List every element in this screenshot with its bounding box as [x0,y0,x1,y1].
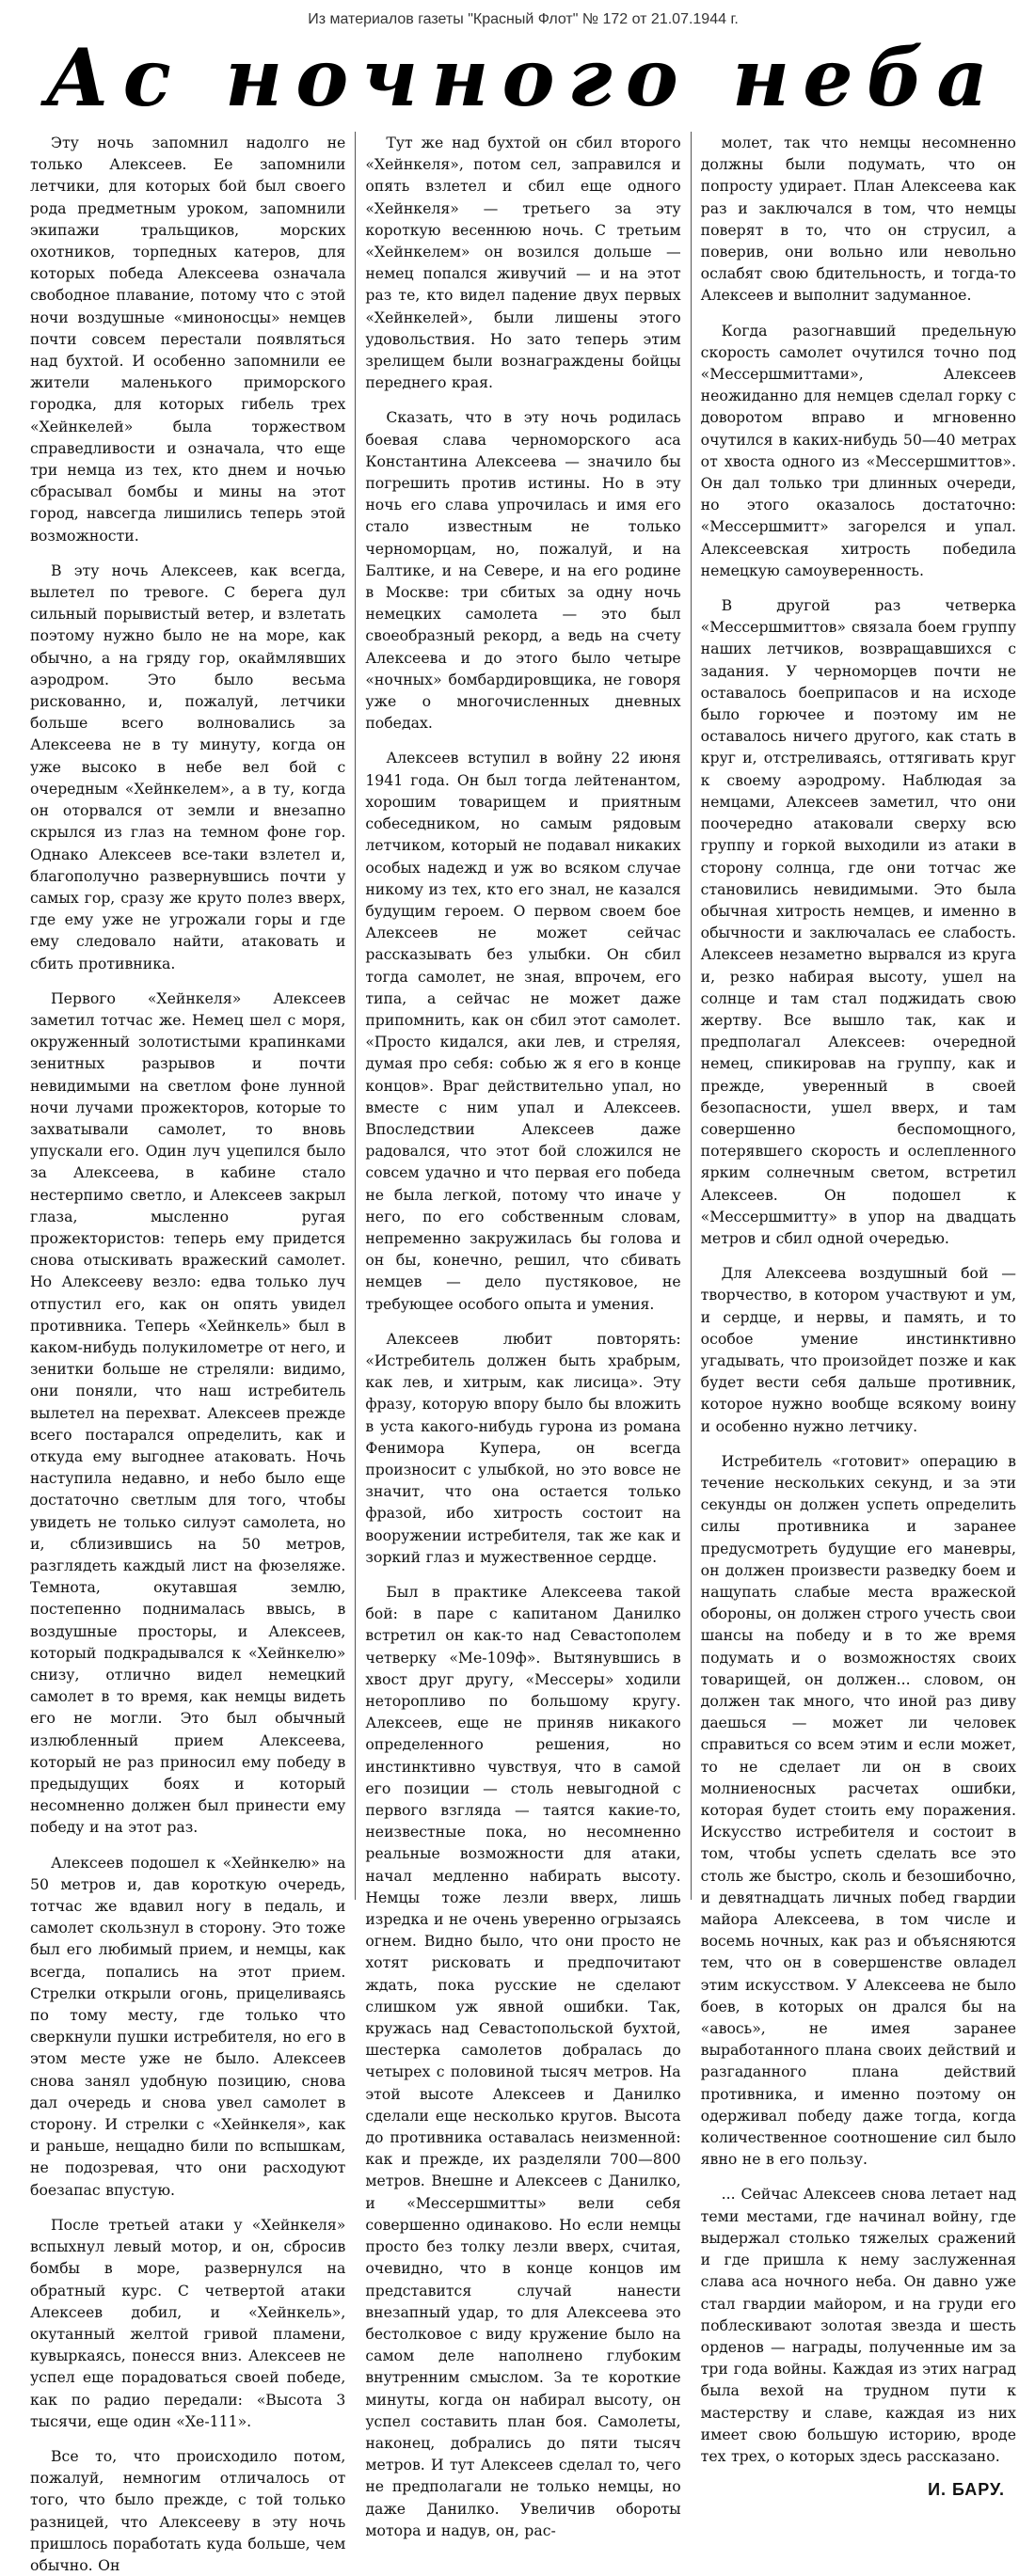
column-1-paragraph: В эту ночь Алексеев, как всегда, вылетел по тревоге. С берега дул сильный порывистый ветер, и взлетать поэтому нужно было не на море, как обычно, а на гряду гор, окаймлявших аэродром. Это было весьма рискованно, и, пожалуй, летчики больше всего волновались за Алексеева не в ту минуту, когда он уже высоко в небе вел бой с очередным «Хейнкелем», а в ту, когда он оторвался от земли и внезапно скрылся из глаз на темном фоне гор. Однако Алексеев все-таки взлетел и, благополучно развернувшись почти у самых гор, сразу же круто полез вверх, где ему уже не угрожали горы и где ему следовало найти, атаковать и сбить противника. [30,561,346,972]
column-1-paragraph: Алексеев подошел к «Хейнкелю» на 50 метров и, дав короткую очередь, тотчас же вдавил ногу в педаль, и самолет скользнул в сторону. Это тоже был его любимый прием, и немцы, как всегда, попались на этот прием. Стрелки открыли огонь, прицеливаясь по тому месту, где только что сверкнули пушки истребителя, но его в этом месте уже не было. Алексеев снова занял удобную позицию, снова дал очередь и снова увел самолет в сторону. И стрелки с «Хейнкеля», как и раньше, нещадно били по вспышкам, не подозревая, что они расходуют боезапас впустую. [30,1853,346,2199]
source-caption: Из материалов газеты "Красный Флот" № 172 от 21.07.1944 г. [308,11,739,27]
article-headline: Ас ночного неба [45,31,1001,124]
column-2-paragraph: Тут же над бухтой он сбил второго «Хейнкеля», потом сел, заправился и опять взлетел и сбил еще одного «Хейнкеля» — третьего за эту короткую весеннюю ночь. С третьим «Хейнкелем» он возился дольше — немец попался живучий — и на этот раз те, кто видел падение двух первых «Хейнкелей», были лишены этого удовольствия. Но зато теперь этим зрелищем были вознаграждены бойцы переднего края. [365,134,681,392]
column-3-paragraph: молет, так что немцы несомненно должны были подумать, что он попросту удирает. План Алексеева как раз и заключался в том, что немцы поверят в то, что он струсил, а поверив, они вольно или невольно ослабят свою бдительность, и тогда-то Алексеев и выполнит задуманное. [700,134,1016,305]
column-3-paragraph: Истребитель «готовит» операцию в течение нескольких секунд, и за эти секунды он должен успеть определить силы противника и заранее предусмотреть будущие его маневры, он должен произвести разведку боем и нащупать слабые места вражеской обороны, он должен строго учесть свои шансы на победу и в то же время подумать и о возможностях своих товарищей, он должен... словом, он должен так много, что иной раз диву даешься — может ли человек справиться со всем этим и если может, то не сделает ли он в своих молниеносных расчетах ошибки, которая будет стоить ему поражения. Искусство истребителя и состоит в том, чтобы успеть сделать все это столь же быстро, сколь и безошибочно, и девятнадцать личных побед гвардии майора Алексеева, в том числе и восемь ночных, как раз и объясняются тем, что он в совершенстве овладел этим искусством. У Алексеева не было боев, в которых он дрался бы на «авось», не имея заранее выработанного плана своих действий и разгаданного плана действий противника, и именно поэтому он одерживал победу даже тогда, когда количественное соотношение сил было явно не в его пользу. [700,1451,1016,2169]
article-columns [21,132,1026,2574]
column-2-paragraph: Алексеев любит повторять: «Истребитель должен быть храбрым, как лев, и хитрым, как лисица». Эту фразу, которую впору было бы вложить в уста какого-нибудь гурона из романа Фенимора Купера, он всегда произносит с улыбкой, но это вовсе не значит, что она остается только фразой, ибо хитрость состоит на вооружении истребителя, так же как и зоркий глаз и мужественное сердце. [365,1329,681,1566]
column-3-paragraph: Когда разогнавший предельную скорость самолет очутился точно под «Мессершмиттами», Алексеев неожиданно для немцев сделал горку с доворотом вправо и мгновенно очутился в каких-нибудь 50—40 метрах от хвоста одного из «Мессершмиттов». Он дал только три длинных очереди, но этого оказалось достаточно: «Мессершмитт» загорелся и упал. Алексеевская хитрость победила немецкую самоуверенность. [700,321,1016,579]
column-1 [21,132,355,2574]
column-2-paragraph: Был в практике Алексеева такой бой: в паре с капитаном Данилко встретил он как-то над Севастополем четверку «Ме-109ф». Вытянувшись в хвост друг другу, «Мессеры» ходили неторопливо по большому кругу. Алексеев, еще не приняв никакого определенного решения, но инстинктивно чувствуя, что в самой его позиции — столь невыгодной с первого взгляда — таятся какие-то, неизвестные пока, но несомненно реальные возможности для атаки, начал медленно набирать высоту. Немцы тоже лезли вверх, лишь изредка и не очень уверенно огрызаясь огнем. Видно было, что они просто не хотят рисковать и предпочитают ждать, пока русские не сделают слишком уж явной ошибки. Так, кружась над Севастопольской бухтой, шестерка самолетов добралась до четырех с половиной тысяч метров. На этой высоте Алексеев и Данилко сделали еще несколько кругов. Высота до противника оставалась неизменной: как и прежде, их разделяли 700—800 метров. Внешне и Алексеев с Данилко, и «Мессершмитты» вели себя совершенно одинаково. Но если немцы просто без толку лезли вверх, считая, очевидно, что в конце концов им представится случай нанести внезапный удар, то для Алексеева это бестолковое с виду кружение было на самом деле наполнено глубоким внутренним смыслом. За те короткие минуты, когда он набирал высоту, он успел составить план боя. Самолеты, наконец, добрались до пяти тысяч метров. И тут Алексеев сделал то, чего не предполагали не только немцы, но даже Данилко. Увеличив обороты мотора и надув, он, рас- [365,1583,681,2539]
column-3-paragraph: В другой раз четверка «Мессершмиттов» связала боем группу наших летчиков, возвращавшихся с задания. У черноморцев почти не оставалось боеприпасов и на исходе было горючее и поэтому им не оставалось ничего другого, как стать в круг и, отстреливаясь, оттягивать круг к своему аэродрому. Наблюдая за немцами, Алексеев заметил, что они поочередно атаковали сверху всю группу и горкой выходили из атаки в сторону солнца, где они тотчас же становились невидимыми. Это была обычная хитрость немцев, и именно в обычности и заключалась ее слабость. Алексеев незаметно вырвался из круга и, резко набирая высоту, ушел на солнце и там стал поджидать свою жертву. Все вышло так, как и предполагал Алексеев: очередной немец, спикировав на группу, как и прежде, уверенный в своей безопасности, ушел вверх, и там совершенно беспомощного, потерявшего скорость и ослепленного ярким солнечным светом, встретил Алексеев. Он подошел к «Мессершмитту» в упор на двадцать метров и сбил одной очередью. [700,596,1016,1247]
column-1-paragraph: Первого «Хейнкеля» Алексеев заметил тотчас же. Немец шел с моря, окруженный золотистыми крапинками зенитных разрывов и почти невидимыми на светлом фоне лунной ночи лучами прожекторов, которые то захватывали самолет, то вновь упускали его. Один луч уцепился было за Алексеева, в кабине стало нестерпимо светло, и Алексеев закрыл глаза, мысленно ругая прожектористов: теперь ему придется снова отыскивать вражеский самолет. Но Алексееву везло: едва только луч отпустил его, как он опять увидел противника. Теперь «Хейнкель» был в каком-нибудь полукилометре от него, и зенитки больше не стреляли: видимо, они поняли, что наш истребитель вылетел на перехват. Алексеев прежде всего постарался определить, как и откуда ему выгоднее атаковать. Ночь наступила недавно, и небо было еще достаточно светлым для того, чтобы увидеть не только силуэт самолета, но и, сблизившись на 50 метров, разглядеть каждый лист на фюзеляже. Темнота, окутавшая землю, постепенно поднималась ввысь, в воздушные просторы, и Алексеев, который подкрадывался к «Хейнкелю» снизу, отлично видел немецкий самолет в то время, как немцы видеть его не могли. Это был обычный излюбленный прием Алексеева, который не раз приносил ему победу в предыдущих боях и который несомненно должен был принести ему победу и на этот раз. [30,988,346,1837]
column-3 [691,132,1026,2500]
column-1-paragraph: Все то, что происходило потом, пожалуй, немногим отличалось от того, что было прежде, с той только разницей, что Алексееву в эту ночь пришлось поработать куда больше, чем обычно. Он [30,2446,346,2574]
column-2-paragraph: Алексеев вступил в войну 22 июня 1941 года. Он был тогда лейтенантом, хорошим товарищем и приятным собеседником, но самым рядовым летчиком, который не подавал никаких особых надежд и уж во всяком случае никому из тех, кто его знал, не казался будущим героем. О первом своем бое Алексеев не может сейчас рассказывать без улыбки. Он сбил тогда самолет, не зная, впрочем, его типа, а сейчас не может даже припомнить, как он сбил этот самолет. «Просто кидался, аки лев, и стреляя, думая про себя: собью ж я его в конце концов». Враг действительно упал, но вместе с ним упал и Алексеев. Впоследствии Алексеев даже радовался, что этот бой сложился не совсем удачно и что первая его победа не была легкой, потому что иначе у него, по его собственным словам, непременно закружилась бы голова и он бы, конечно, решил, что сбивать немцев — дело пустяковое, не требующее особого опыта и умения. [365,749,681,1313]
column-3-paragraph: Для Алексеева воздушный бой — творчество, в котором участвуют и ум, и сердце, и нервы, и память, и то особое умение инстинктивно угадывать, что произойдет позже и как будет вести себя дальше противник, которое нужно вообще всякому воину и особенно нужно летчику. [700,1264,1016,1435]
column-1-paragraph: Эту ночь запомнил надолго не только Алексеев. Ее запомнили летчики, для которых бой был своего рода предметным уроком, запомнили экипажи тральщиков, морских охотников, торпедных катеров, для которых победа Алексеева означала свободное плавание, потому что с этой ночи воздушные «миноносцы» немцев почти совсем перестали появляться над бухтой. И особенно запомнили ее жители маленького приморского городка, для которых гибель трех «Хейнкелей» была торжеством справедливости и означала, что еще три немца из тех, кто днем и ночью сбрасывал бомбы и мины на этот город, навсегда лишились теперь этой возможности. [30,134,346,545]
column-2 [355,132,690,2539]
column-3-paragraph: ... Сейчас Алексеев снова летает над теми местами, где начинал войну, где выдержал столько тяжелых сражений и где пришла к нему заслуженная слава аса ночного неба. Он давно уже стал гвардии майором, и на груди его поблескивают золотая звезда и шесть орденов — награды, полученные им за три года войны. Каждая из этих наград была вехой на трудном пути к мастерству и славе, каждая из них имеет свою большую историю, вроде тех трех, о которых здесь рассказано. [700,2185,1016,2465]
column-1-paragraph: После третьей атаки у «Хейнкеля» вспыхнул левый мотор, и он, сбросив бомбы в море, развернулся на обратный курс. С четвертой атаки Алексеев добил, и «Хейнкель», окутанный желтой гривой пламени, кувыркаясь, понесся вниз. Алексеев не успел еще порадоваться своей победе, как по радио передали: «Высота 3 тысячи, еще один «Хе-111». [30,2215,346,2430]
author-signature: И. БАРУ. [928,2480,1005,2500]
column-2-paragraph: Сказать, что в эту ночь родилась боевая слава черноморского аса Константина Алексеева — значило бы погрешить против истины. Но в эту ночь его слава упрочилась и имя его стало известным не только черноморцам, но, пожалуй, и на Балтике, и на Севере, и на его родине в Москве: три сбитых за одну ночь немецких самолета — это был своеобразный рекорд, а ведь на счету Алексеева и до этого было четыре «ночных» бомбардировщика, не говоря уже о многочисленных дневных победах. [365,408,681,733]
